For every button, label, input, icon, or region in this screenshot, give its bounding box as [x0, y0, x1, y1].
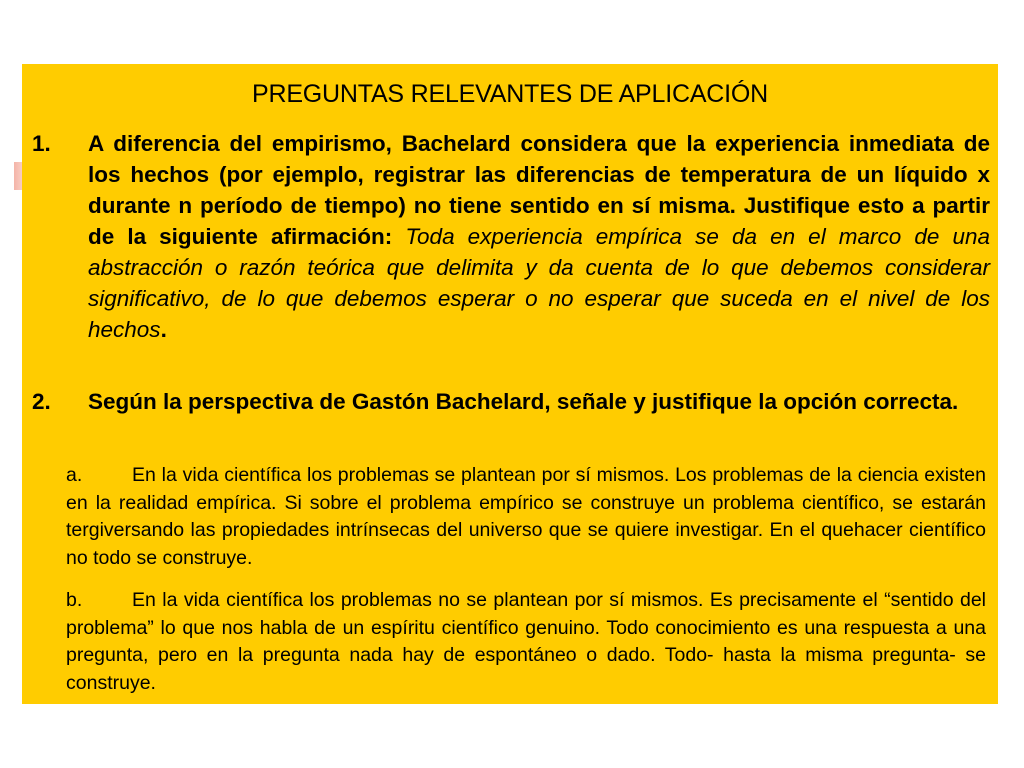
option-a — [66, 462, 986, 572]
option-letter: a. — [66, 464, 83, 486]
question-number: 2. — [32, 389, 51, 414]
question-2 — [32, 386, 990, 417]
question-text: Según la perspectiva de Gastón Bachelard, señale y justifique la opción correcta. — [88, 389, 959, 414]
slide-title: PREGUNTAS RELEVANTES DE APLICACIÓN — [251, 80, 768, 108]
question-text — [88, 128, 990, 345]
question-1-quote: Toda experiencia empírica se da en el marco de una abstracción o razón teórica que delimita y da cuenta de lo que debemos considerar significativo, de lo que debemos esperar o no esperar que suceda en el nivel de los hechos — [88, 224, 990, 342]
content-panel — [22, 64, 998, 704]
question-number: 1. — [32, 131, 51, 156]
question-1 — [32, 128, 990, 345]
option-letter: b. — [66, 589, 83, 611]
question-1-end: . — [160, 317, 167, 342]
option-text: En la vida científica los problemas no se plantean por sí mismos. Es precisamente el “sentido del problema” lo que nos habla de un espíritu científico genuino. Todo conocimiento es una respuesta a una pregunta, pero en la pregunta nada hay de espontáneo o dado. Todo- hasta la misma pregunta- se construye. — [66, 589, 986, 694]
option-text: En la vida científica los problemas se plantean por sí mismos. Los problemas de la ciencia existen en la realidad empírica. Si sobre el problema empírico se construye un problema científico, se estarán tergiversando las propiedades intrínsecas del universo que se quiere investigar. En el quehacer científico no todo se construye. — [66, 464, 986, 569]
question-1-statement: A diferencia del empirismo, Bachelard considera que la experiencia inmediata de los hechos (por ejemplo, registrar las diferencias de temperatura de un líquido x durante n período de tiempo) no tiene sentido en sí misma. Justifique esto a partir de la siguiente afirmación: — [88, 131, 990, 249]
option-b — [66, 587, 986, 697]
